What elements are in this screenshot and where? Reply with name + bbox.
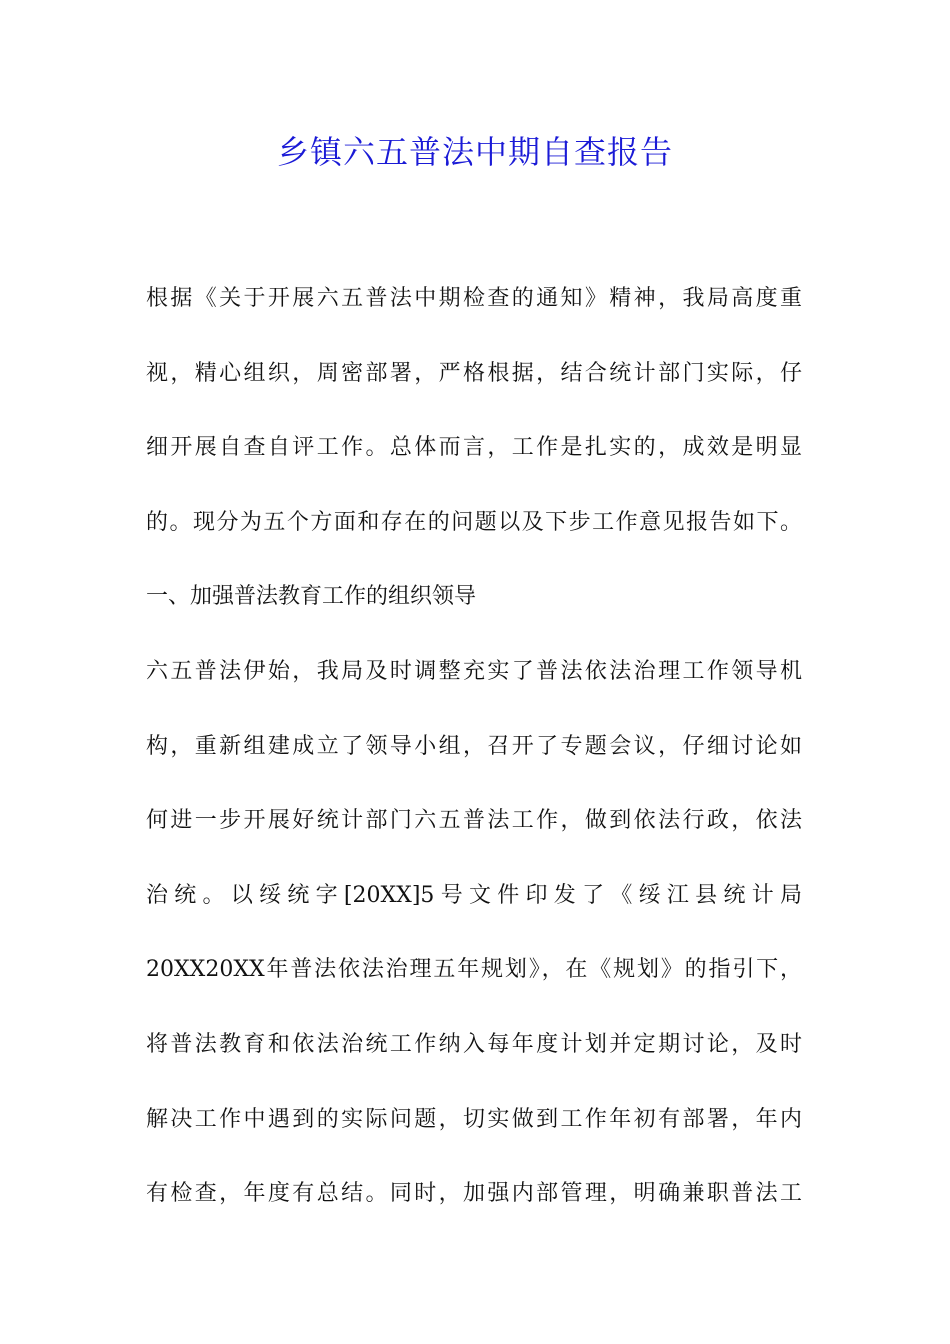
- section-heading: 一、加强普法教育工作的组织领导: [146, 584, 477, 610]
- body-line: 20XX20XX年普法依法治理五年规划》，在《规划》的指引下，: [146, 957, 802, 983]
- body-line: 治统。以绥统字[20XX]5号文件印发了《绥江县统计局: [146, 882, 802, 908]
- body-line: 构，重新组建成立了领导小组，召开了专题会议，仔细讨论如: [146, 733, 802, 759]
- body-line: 的。现分为五个方面和存在的问题以及下步工作意见报告如下。: [146, 509, 802, 535]
- document-title: 乡镇六五普法中期自查报告: [276, 133, 673, 171]
- body-line: 何进一步开展好统计部门六五普法工作，做到依法行政，依法: [146, 808, 802, 834]
- body-line: 细开展自查自评工作。总体而言，工作是扎实的，成效是明显: [146, 435, 802, 461]
- body-line: 有检查，年度有总结。同时，加强内部管理，明确兼职普法工: [146, 1181, 802, 1207]
- body-line: 根据《关于开展六五普法中期检查的通知》精神，我局高度重: [146, 286, 802, 311]
- body-line: 解决工作中遇到的实际问题，切实做到工作年初有部署，年内: [146, 1106, 802, 1132]
- body-line: 将普法教育和依法治统工作纳入每年度计划并定期讨论，及时: [146, 1031, 802, 1057]
- body-line: 六五普法伊始，我局及时调整充实了普法依法治理工作领导机: [146, 658, 802, 684]
- body-line: 视，精心组织，周密部署，严格根据，结合统计部门实际，仔: [146, 360, 802, 386]
- document-body: [146, 262, 802, 1232]
